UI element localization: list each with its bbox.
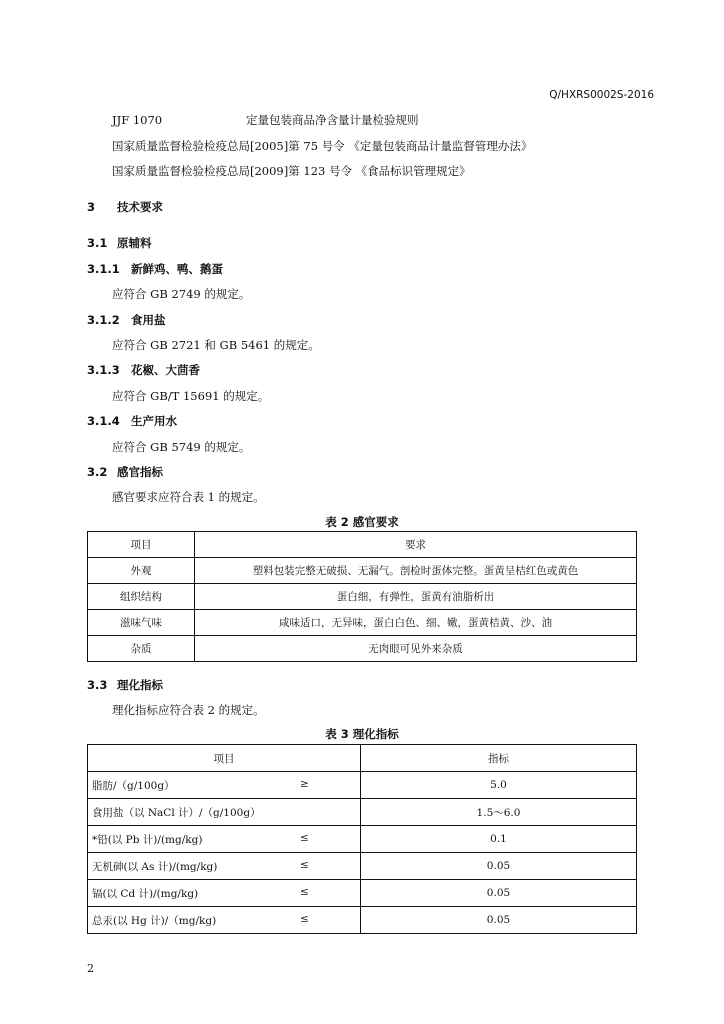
table-cell-item — [88, 853, 361, 880]
table-cell-value: 0.05 — [361, 853, 637, 880]
section-heading-3-1-3 — [87, 362, 200, 378]
physicochemical-indicators-table — [87, 744, 637, 934]
table-cell: 蛋白细，有弹性，蛋黄有油脂析出 — [195, 584, 637, 610]
table-header-cell: 指标 — [361, 745, 637, 772]
section-title: 食用盐 — [131, 313, 166, 327]
section-number: 3.2 — [87, 465, 108, 479]
section-number: 3.1.4 — [87, 414, 120, 428]
section-heading-3-1-1 — [87, 261, 223, 277]
table-cell-value: 0.1 — [361, 826, 637, 853]
table-cell-item — [88, 907, 361, 934]
table-header-cell: 项目 — [88, 745, 361, 772]
section-number: 3.1 — [87, 236, 108, 250]
section-text-3-1-2: 应符合 GB 2721 和 GB 5461 的规定。 — [112, 338, 320, 352]
comparison-operator: ≤ — [300, 885, 309, 898]
section-heading-3-1 — [87, 235, 152, 251]
table-cell-value: 0.05 — [361, 880, 637, 907]
section-number: 3.3 — [87, 678, 108, 692]
section-title: 感官指标 — [117, 465, 163, 479]
section-text-3-1-3: 应符合 GB/T 15691 的规定。 — [112, 389, 270, 403]
table-cell: 无肉眼可见外来杂质 — [195, 636, 637, 662]
section-number: 3.1.2 — [87, 313, 120, 327]
section-heading-3-1-4 — [87, 413, 177, 429]
item-label: 无机砷(以 As 计)/(mg/kg) — [92, 860, 218, 873]
table-cell: 塑料包装完整无破损、无漏气。剖检时蛋体完整。蛋黄呈桔红色或黄色 — [195, 558, 637, 584]
section-heading-3 — [87, 199, 163, 215]
section-text-3-1-1: 应符合 GB 2749 的规定。 — [112, 287, 251, 301]
table-cell: 滋味气味 — [88, 610, 195, 636]
section-title: 生产用水 — [131, 414, 177, 428]
comparison-operator: ≤ — [300, 831, 309, 844]
table-cell: 咸味适口，无异味，蛋白白色、细、嫩，蛋黄桔黄、沙、油 — [195, 610, 637, 636]
table-row — [88, 584, 637, 610]
reference-title: 定量包装商品净含量计量检验规则 — [246, 113, 419, 127]
table-cell: 组织结构 — [88, 584, 195, 610]
table-cell-item — [88, 880, 361, 907]
table-row — [88, 907, 637, 934]
table-cell-item — [88, 772, 361, 799]
section-title: 理化指标 — [117, 678, 163, 692]
reference-code: JJF 1070 — [112, 113, 163, 127]
comparison-operator: ≥ — [300, 777, 309, 790]
table-row — [88, 636, 637, 662]
table-header-row — [88, 532, 637, 558]
comparison-operator: ≤ — [300, 858, 309, 871]
table-cell-value: 1.5～6.0 — [361, 799, 637, 826]
section-heading-3-3 — [87, 677, 163, 693]
section-title: 新鲜鸡、鸭、鹅蛋 — [131, 262, 223, 276]
comparison-operator: ≤ — [300, 912, 309, 925]
table-cell: 外观 — [88, 558, 195, 584]
item-label: 脂肪/（g/100g） — [92, 779, 175, 792]
table-row — [88, 772, 637, 799]
table-header-row — [88, 745, 637, 772]
reference-line-2 — [112, 138, 532, 154]
section-number: 3 — [87, 200, 96, 214]
table-row — [88, 853, 637, 880]
section-number: 3.1.3 — [87, 363, 120, 377]
table-row — [88, 880, 637, 907]
table-row — [88, 558, 637, 584]
section-title: 技术要求 — [117, 200, 163, 214]
item-label: *铅(以 Pb 计)/(mg/kg) — [92, 833, 203, 846]
section-title: 花椒、大茴香 — [131, 363, 200, 377]
reference-line-3 — [112, 163, 471, 179]
section-text-3-3: 理化指标应符合表 2 的规定。 — [112, 703, 265, 717]
table-cell-item — [88, 826, 361, 853]
table-row — [88, 826, 637, 853]
table-cell-item — [88, 799, 361, 826]
item-label: 总汞(以 Hg 计)/（mg/kg) — [92, 914, 217, 927]
table-header-cell: 项目 — [88, 532, 195, 558]
document-code: Q/HXRS0002S-2016 — [549, 89, 654, 101]
table-cell-value: 5.0 — [361, 772, 637, 799]
table2-caption: 表 2 感官要求 — [325, 515, 399, 529]
section-text-3-2: 感官要求应符合表 1 的规定。 — [112, 490, 265, 504]
item-label: 食用盐（以 NaCl 计）/（g/100g） — [92, 806, 261, 819]
sensory-requirements-table — [87, 531, 637, 662]
section-text-3-1-4: 应符合 GB 5749 的规定。 — [112, 440, 251, 454]
reference-title: 国家质量监督检验检疫总局[2005]第 75 号令 《定量包装商品计量监督管理办法》 — [112, 139, 533, 153]
table3-caption: 表 3 理化指标 — [325, 727, 399, 741]
table-header-cell: 要求 — [195, 532, 637, 558]
section-heading-3-2 — [87, 464, 163, 480]
table-row — [88, 610, 637, 636]
page-number: 2 — [87, 962, 94, 975]
section-heading-3-1-2 — [87, 312, 166, 328]
reference-line-1 — [112, 112, 419, 128]
table-cell-value: 0.05 — [361, 907, 637, 934]
reference-title: 国家质量监督检验检疫总局[2009]第 123 号令 《食品标识管理规定》 — [112, 164, 471, 178]
section-title: 原辅料 — [117, 236, 152, 250]
section-number: 3.1.1 — [87, 262, 120, 276]
table-row — [88, 799, 637, 826]
table-cell: 杂质 — [88, 636, 195, 662]
item-label: 镉(以 Cd 计)/(mg/kg) — [92, 887, 199, 900]
